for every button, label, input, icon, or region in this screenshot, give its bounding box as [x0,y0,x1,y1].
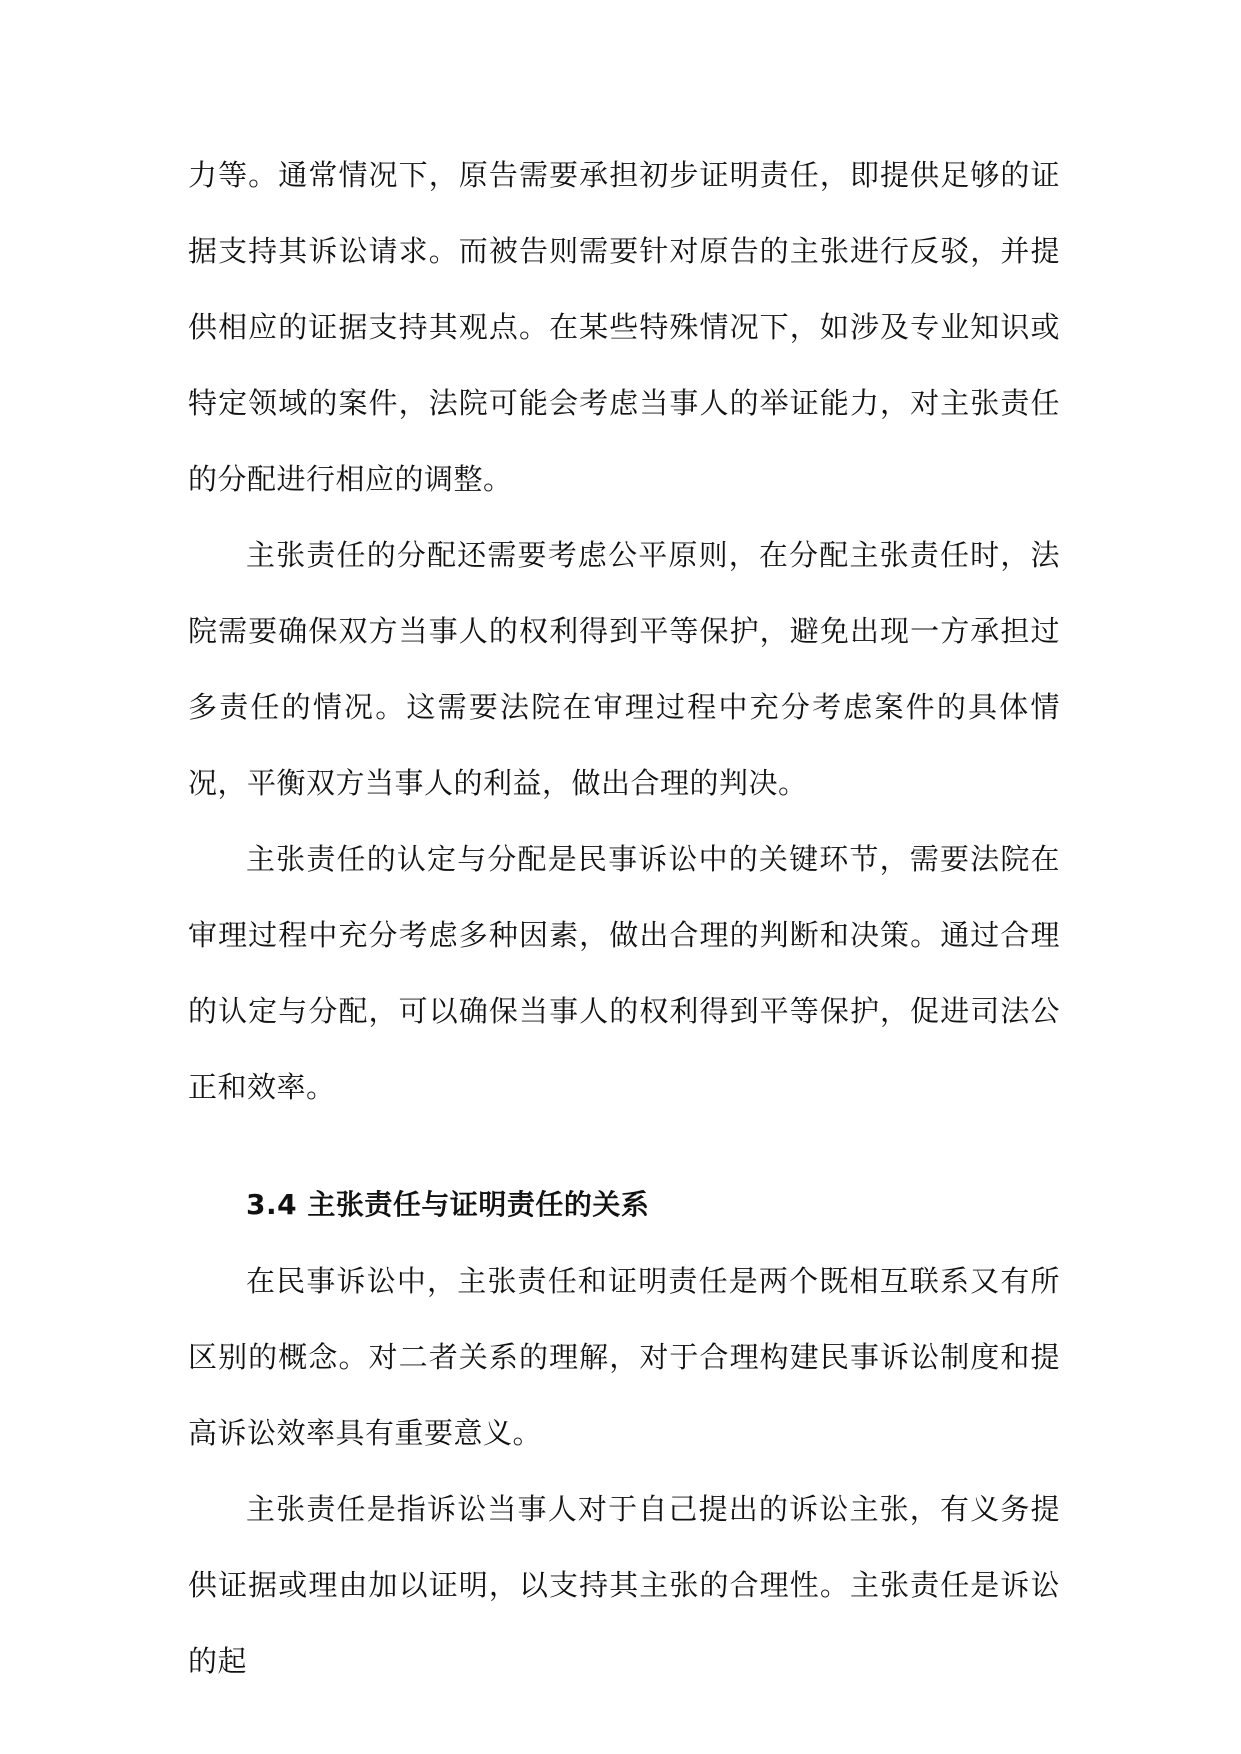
paragraph-3: 主张责任的认定与分配是民事诉讼中的关键环节，需要法院在审理过程中充分考虑多种因素，做出合理的判断和决策。通过合理的认定与分配，可以确保当事人的权利得到平等保护，促进司法公正和效率。 [188,842,1060,1104]
section-spacer [188,1125,1060,1167]
paragraph-2: 主张责任的分配还需要考虑公平原则，在分配主张责任时，法院需要确保双方当事人的权利得到平等保护，避免出现一方承担过多责任的情况。这需要法院在审理过程中充分考虑案件的具体情况，平衡双方当事人的利益，做出合理的判决。 [188,538,1060,800]
paragraph-4: 在民事诉讼中，主张责任和证明责任是两个既相互联系又有所区别的概念。对二者关系的理解，对于合理构建民事诉讼制度和提高诉讼效率具有重要意义。 [188,1264,1060,1450]
section-heading: 3.4 主张责任与证明责任的关系 [246,1188,650,1221]
paragraph-5: 主张责任是指诉讼当事人对于自己提出的诉讼主张，有义务提供证据或理由加以证明，以支持其主张的合理性。主张责任是诉讼的起 [188,1492,1060,1678]
paragraph-1: 力等。通常情况下，原告需要承担初步证明责任，即提供足够的证据支持其诉讼请求。而被告则需要针对原告的主张进行反驳，并提供相应的证据支持其观点。在某些特殊情况下，如涉及专业知识或特定领域的案件，法院可能会考虑当事人的举证能力，对主张责任的分配进行相应的调整。 [188,158,1060,496]
body-text-column [188,137,1060,1699]
